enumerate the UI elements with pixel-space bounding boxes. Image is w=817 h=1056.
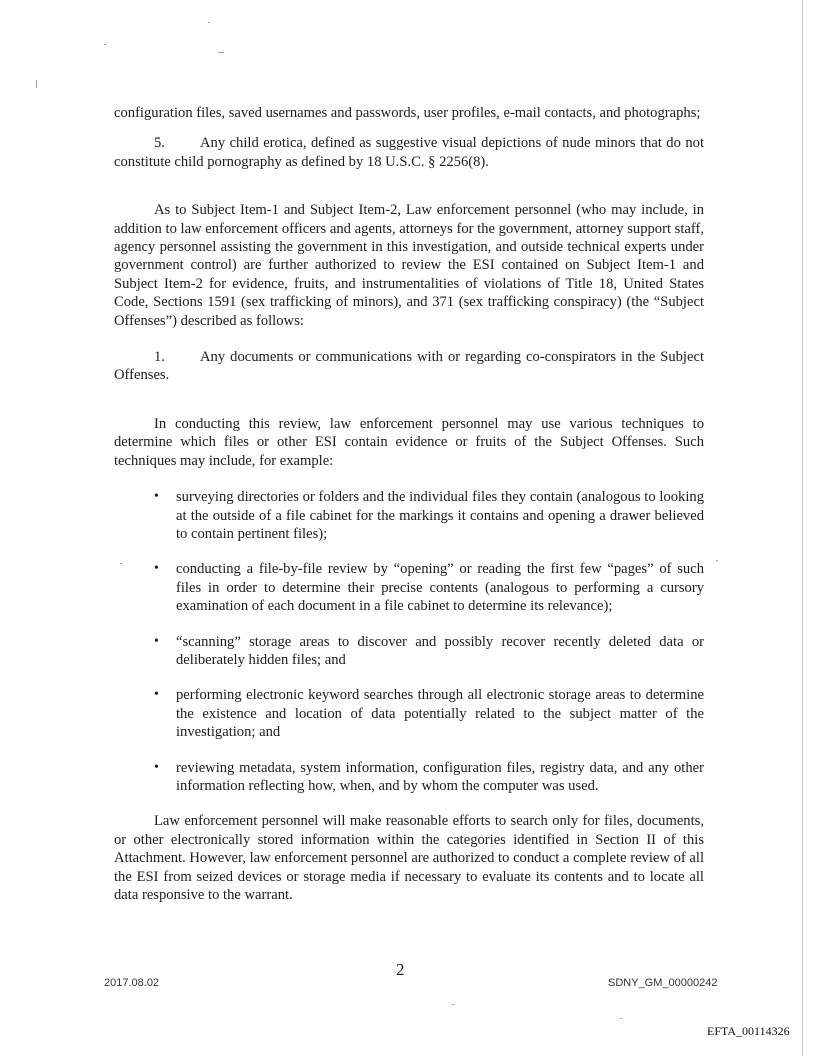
list-item-text: “scanning” storage areas to discover and possibly recover recently deleted data or deliberately hidden files; and — [176, 633, 704, 668]
list-item-text: reviewing metadata, system information, configuration files, registry data, and any other information reflecting how, when, and by whom the computer was used. — [176, 759, 704, 794]
item-1-text: Any documents or communications with or regarding co-conspirators in the Subject Offenses. — [114, 349, 704, 384]
review-techniques-paragraph: In conducting this review, law enforcement personnel may use various techniques to determine which files or other ESI contain evidence or fruits of the Subject Offenses. Such techniques may include, for example: — [114, 415, 704, 469]
list-item-text: performing electronic keyword searches through all electronic storage areas to determine the existence and location of data potentially related to the subject matter of the investigation; and — [176, 687, 704, 741]
configuration-paragraph: configuration files, saved usernames and passwords, user profiles, e-mail contacts, and photographs; — [114, 105, 701, 121]
bullet-icon: • — [154, 489, 159, 505]
bullet-icon: • — [154, 687, 159, 703]
list-item — [114, 560, 704, 615]
bullet-icon: • — [154, 759, 159, 775]
scan-speck — [716, 560, 718, 561]
subject-items-paragraph: As to Subject Item-1 and Subject Item-2, Law enforcement personnel (who may include, in addition to law enforcement officers and agents, attorneys for the government, attorney support staff, agency personnel assisting the government in this investigation, and outside technical experts under government control) are further authorized to review the ESI contained on Subject Item-1 and Subject Item-2 for evidence, fruits, and instrumentalities of violations of Title 18, United States Code, Sections 1591 (sex trafficking of minors), and 371 (sex trafficking conspiracy) (the “Subject Offenses”) described as follows: — [114, 202, 704, 329]
scan-speck — [620, 1018, 622, 1019]
efta-stamp: EFTA_00114326 — [707, 1024, 790, 1038]
document-body — [114, 104, 704, 904]
item-5-paragraph — [114, 134, 704, 171]
scan-speck — [104, 44, 106, 45]
page-number: 2 — [396, 960, 405, 979]
page-edge-line — [802, 0, 803, 1056]
techniques-list — [114, 488, 704, 795]
scan-speck — [208, 22, 210, 23]
scan-speck — [452, 1004, 454, 1005]
list-item-text: conducting a file-by-file review by “opening” or reading the first few “pages” of such files in order to determine their precise contents (analogous to performing a cursory examination of each document in a file cabinet to determine its relevance); — [176, 561, 704, 615]
bullet-icon: • — [154, 561, 159, 577]
item-1-paragraph — [114, 348, 704, 385]
bates-number: SDNY_GM_00000242 — [608, 977, 718, 989]
bullet-icon: • — [154, 633, 159, 649]
item-1-number: 1. — [154, 349, 165, 366]
reasonable-efforts-paragraph: Law enforcement personnel will make reasonable efforts to search only for files, documents, or other electronically stored information within the categories identified in Section II of this Attachment. However, law enforcement personnel are authorized to conduct a complete review of all the ESI from seized devices or storage media if necessary to evaluate its contents and to locate all data responsive to the warrant. — [114, 813, 704, 903]
list-item — [114, 488, 704, 543]
list-item — [114, 759, 704, 796]
item-5-number: 5. — [154, 135, 165, 152]
scan-speck — [36, 80, 37, 88]
scan-speck — [218, 52, 224, 53]
list-item-text: surveying directories or folders and the individual files they contain (analogous to looking at the outside of a file cabinet for the markings it contains and opening a drawer believed to contain pertinent files); — [176, 489, 704, 542]
list-item — [114, 633, 704, 670]
footer-date: 2017.08.02 — [104, 977, 160, 989]
item-5-text: Any child erotica, defined as suggestive visual depictions of nude minors that do not constitute child pornography as defined by 18 U.S.C. § 2256(8). — [114, 135, 704, 170]
list-item — [114, 686, 704, 741]
